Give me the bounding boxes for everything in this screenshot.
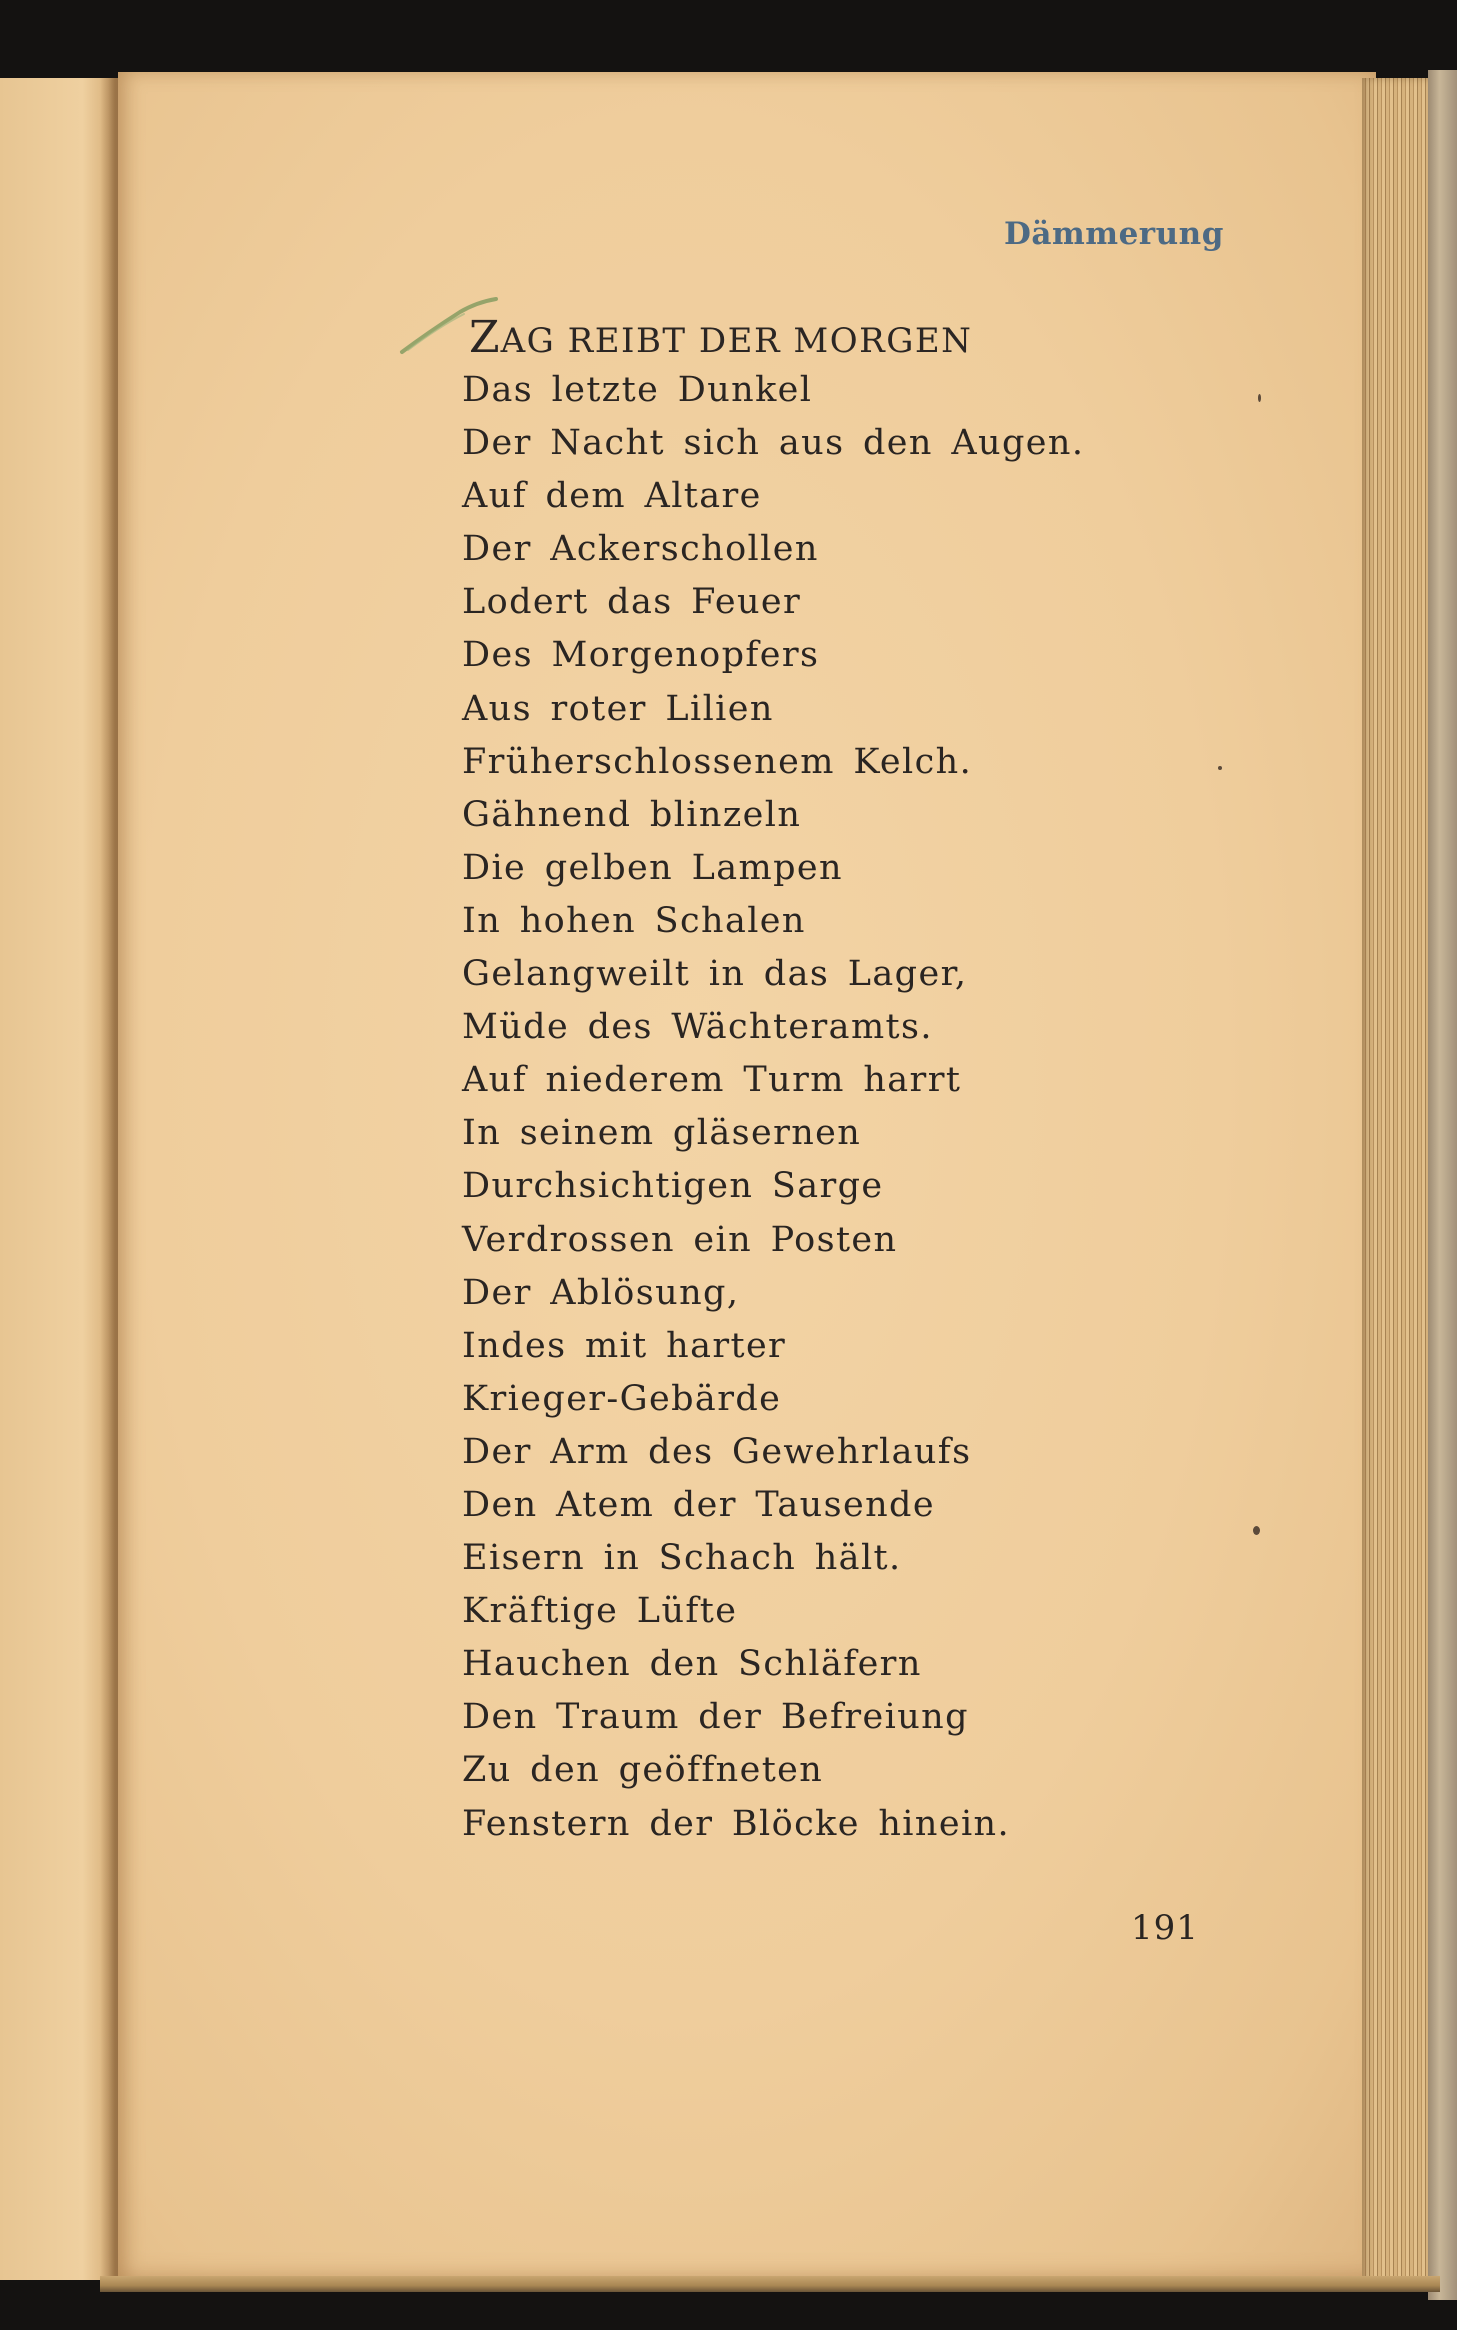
poem-line: Die gelben Lampen [462,847,843,888]
poem-line: Der Ablösung, [462,1272,740,1313]
poem-line: Aus roter Lilien [462,688,774,729]
poem-line: In hohen Schalen [462,900,806,941]
poem-line: Müde des Wächteramts. [462,1007,933,1048]
poem-line: Der Ackerschollen [462,529,819,570]
poem-title-initial: Z [469,312,501,363]
paper-speck [1258,394,1261,402]
poem-line: Gelangweilt in das Lager, [462,954,968,995]
paper-speck [1253,1526,1260,1535]
poem-line: Früherschlossenem Kelch. [462,741,973,782]
poem-line: Durchsichtigen Sarge [462,1166,884,1207]
poem-line: In seinem gläsernen [462,1113,862,1154]
poem-title-rest: AG REIBT DER MORGEN [500,321,973,361]
poem-line: Fenstern der Blöcke hinein. [462,1803,1011,1844]
poem-line: Das letzte Dunkel [462,370,813,410]
page-bottom-edge [100,2276,1440,2292]
poem-title [469,312,972,363]
poem-line: Des Morgenopfers [462,635,820,676]
poem-line: Verdrossen ein Posten [462,1219,898,1260]
book-cover-edge [1428,70,1457,2300]
poem-line: Auf niederem Turm harrt [462,1060,962,1101]
poem-line: Kräftige Lüfte [462,1591,738,1632]
poem-line: Lodert das Feuer [462,582,802,623]
poem-line: Hauchen den Schläfern [462,1644,922,1685]
poem-line: Gähnend blinzeln [462,794,802,835]
poem-line: Der Nacht sich aus den Augen. [462,423,1085,464]
paper-speck [1218,766,1222,770]
running-head: Dämmerung [1004,216,1224,252]
poem-line: Der Arm des Gewehrlaufs [462,1431,972,1472]
poem-line: Auf dem Altare [462,476,762,517]
poem-lines [462,364,1084,1851]
poem-line: Den Atem der Tausende [462,1484,935,1525]
poem-line: Indes mit harter [462,1325,787,1366]
page-block-edges [1362,78,1432,2288]
poem-line: Eisern in Schach hält. [462,1538,902,1579]
poem-line: Den Traum der Befreiung [462,1697,969,1738]
poem-line: Zu den geöffneten [462,1750,824,1791]
page-number: 191 [1131,1908,1199,1948]
poem-line: Krieger-Gebärde [462,1378,782,1419]
